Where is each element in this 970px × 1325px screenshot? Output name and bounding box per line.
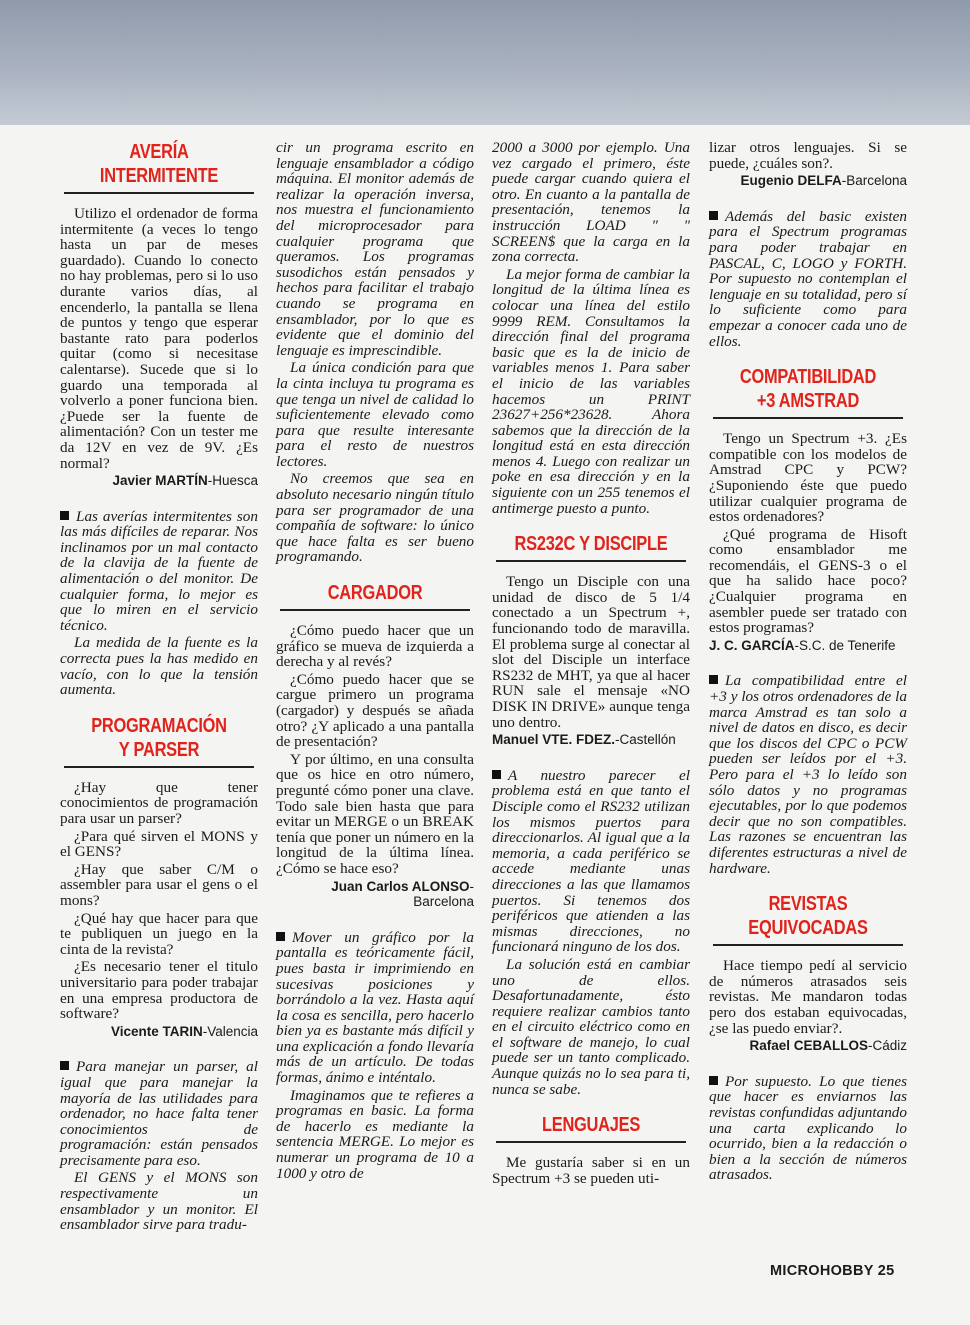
signature (492, 732, 690, 748)
letter-text: ¿Hay que saber C/M o assembler para usar el gens o el mons? (60, 860, 258, 909)
letter-text: ¿Para qué sirven el MONS y el GENS? (60, 827, 258, 861)
signature-name: Rafael CEBALLOS (749, 1038, 868, 1054)
answer-text: La solución está en cambiar uno de ellos. Desafortunadamente, ésto requiere realizar cambios tanto en el circuito eléctrico como en el software de manejo, lo cual puede ser un tanto complicado. Aunque quizás no lo sea para ti, nunca se sabe. (492, 955, 690, 1098)
answer-text: Para manejar un parser, al igual que para manejar la mayoría de las utilidades para ordenador, no hace falta tener conocimientos de programación: están pensados precisamente para eso. (60, 1058, 258, 1169)
heading-line: Y PARSER (118, 738, 200, 761)
heading-compatibilidad (709, 365, 907, 419)
signature-place: -Valencia (202, 1023, 258, 1039)
answer-continued (492, 140, 690, 516)
signature (276, 879, 474, 910)
signature-place: -Barcelona (413, 878, 474, 910)
signature-place: -Huesca (207, 473, 258, 489)
signature (709, 638, 907, 654)
answer-bullet-icon (60, 511, 69, 520)
signature-place: -Cádiz (867, 1038, 907, 1054)
heading-averia (60, 140, 258, 194)
heading-lenguajes (492, 1113, 690, 1143)
answer (709, 1074, 907, 1183)
heading-rs232c (492, 532, 690, 562)
signature-name: Javier MARTÍN (112, 473, 208, 489)
answer-text: La medida de la fuente es la correcta pues la has medido en vacío, con lo que la tensión aumenta. (60, 634, 258, 699)
heading-rule (713, 417, 903, 419)
letter-text: Me gustaría saber si en un Spectrum +3 se pueden uti- (492, 1154, 690, 1187)
answer-text: El GENS y el MONS son respectivamente un ensamblador y un monitor. El ensamblador sirve para tradu- (60, 1169, 258, 1234)
heading-revistas (709, 892, 907, 946)
letter-text: Utilizo el ordenador de forma intermitente (a veces lo tengo hasta un par de meses guardado). Cuando lo conecto no hay problemas, pero si lo uso durante varios días, al encenderlo, la pantalla se llena de puntos y tengo que esperar bastante rato para poderlos quitar (como si necesitase calentarse). Sucede que si lo guardo una temporada al volverlo a poner funciona bien. ¿Puede ser la fuente de alimentación? Con un tester me da 12V en vez de 9V. ¿Es normal? (60, 205, 258, 472)
signature (60, 1024, 258, 1040)
letter-text: lizar otros lenguajes. Si se puede, ¿cuáles son?. (709, 139, 907, 172)
answer (709, 673, 907, 876)
heading-rule (280, 609, 470, 611)
answer-text: Imaginamos que te refieres a programas en basic. La forma de hacerlo es mediante la sentencia MERGE. Lo mejor es numerar un programa de 10 a 1000 y otro de (276, 1086, 474, 1182)
heading-line: EQUIVOCADAS (748, 917, 868, 940)
heading-line: PROGRAMACIÓN (91, 714, 227, 737)
column-4 (709, 140, 907, 1185)
answer-text: La única condición para que la cinta incluya tu programa es que tenga un nivel de calidad lo suficientemente elevado como para que resulte interesante para el resto de nuestros lectores. (276, 359, 474, 470)
signature-place: -Castellón (615, 732, 676, 748)
letter-text: ¿Cómo puedo hacer que se cargue primero un programa (cargador) y después se añada otro? ¿Y aplicado a una pantalla de presentación? (276, 670, 474, 751)
heading-line: RS232C Y DISCIPLE (514, 533, 668, 556)
signature-place: -S.C. de Tenerife (794, 637, 896, 653)
page-footer: MICROHOBBY 25 (770, 1263, 895, 1279)
answer-text: No creemos que sea en absoluto necesario ningún título para ser programador de una compañía de software: lo único que hace falta es ser bueno programando. (276, 470, 474, 566)
column-1 (60, 140, 258, 1235)
signature (60, 473, 258, 489)
answer-bullet-icon (492, 770, 501, 779)
heading-line: CARGADOR (327, 582, 423, 605)
signature-name: Manuel VTE. FDEZ. (492, 732, 616, 748)
heading-rule (713, 944, 903, 946)
signature (709, 1038, 907, 1054)
answer (60, 1059, 258, 1233)
answer-text: Además del basic existen para el Spectrum programas para poder trabajar en PASCAL, C, LOGO y FORTH. Por supuesto no contemplan el lenguaje en su totalidad, pero sí lo suficiente como para empezar a conocer cada uno de ellos. (709, 207, 907, 350)
signature-name: Eugenio DELFA (740, 173, 842, 189)
top-banner (0, 0, 970, 125)
heading-line: REVISTAS (768, 893, 848, 916)
letter-text: Tengo un Disciple con una unidad de disco de 5 1/4 conectado a un Spectrum +, funcionando todo de maravilla. El problema surge al conectar al slot del Disciple un interface RS232 de MHT, ya que al hacer RUN sale el mensaje «NO DISK IN DRIVE» aunque tenga uno dentro. (492, 573, 690, 731)
heading-cargador (276, 581, 474, 611)
letter-text: ¿Qué hay que hacer para que te publiquen un juego en la cinta de la revista? (60, 909, 258, 958)
signature-name: Vicente TARIN (110, 1023, 203, 1039)
letter-text: ¿Hay que tener conocimientos de programación para usar un parser? (60, 778, 258, 827)
heading-line: INTERMITENTE (99, 165, 219, 187)
answer-bullet-icon (276, 932, 285, 941)
answer-bullet-icon (709, 1076, 718, 1085)
column-3 (492, 140, 690, 1188)
heading-rule (496, 560, 686, 562)
letter-text: ¿Cómo puedo hacer que un gráfico se mueva de izquierda a derecha y al revés? (276, 622, 474, 671)
heading-line: LENGUAJES (541, 1114, 641, 1137)
answer-text: A nuestro parecer el problema está en que tanto el Disciple como el RS232 utilizan los mismos puertos para direccionarlos. Al igual que a la memoria, a cada periférico se accede mediante unas direcciones a las que llamamos puertos. Si tenemos dos periféricos que atienden a las mismas direcciones, no funcionará ninguno de los dos. (492, 766, 690, 956)
heading-rule (496, 1141, 686, 1143)
heading-line: +3 AMSTRAD (756, 390, 860, 413)
answer-text: Las averías intermitentes son las más difíciles de reparar. Nos inclinamos por un mal contacto de la clavija de la fuente de alimentación o del monitor. De cualquier forma, lo mejor es que lo miren en el servicio técnico. (60, 507, 258, 634)
heading-rule (64, 766, 254, 768)
letter-text: Tengo un Spectrum +3. ¿Es compatible con los modelos de Amstrad CPC y PCW? ¿Suponiendo éste que puedo utilizar cualquier programa de estos ordenadores? (709, 430, 907, 526)
answer (709, 209, 907, 349)
answer-bullet-icon (709, 211, 718, 220)
letter-text: Y por último, en una consulta que os hice en otro número, pregunté cómo poner una clave. Todo sale bien hasta que para evitar un MERGE o un BREAK tenía que poner un número en la longitud de la última línea. ¿Cómo se hace eso? (276, 750, 474, 877)
answer-bullet-icon (709, 675, 718, 684)
answer-text: Mover un gráfico por la pantalla es teóricamente fácil, pues basta ir imprimiendo en sucesivas posiciones y borrándolo a la vez. Hasta aquí la cosa es sencilla, pero hacerlo bien ya es bastante más difícil y una explicación a fondo llevaría más de un artículo. De todas formas, ánimo e inténtalo. (276, 928, 474, 1087)
signature-name: Juan Carlos ALONSO (331, 878, 470, 894)
answer-text: La mejor forma de cambiar la longitud de la última línea es colocar una línea del estilo 9999 REM. Consultamos la dirección final del programa basic que es la de inicio de variables menos 1. Para saber el inicio de las variables hacemos un PRINT 23627+256*23628. Ahora sabemos que la dirección de la longitud está en esta dirección menos 4. Luego con realizar un poke en esa dirección y en la siguiente con un 255 tenemos el antimerge puesto a punto. (492, 265, 690, 517)
heading-line: COMPATIBILIDAD (739, 366, 877, 389)
signature-place: -Barcelona (841, 173, 907, 189)
column-2 (276, 140, 474, 1183)
answer-bullet-icon (60, 1061, 69, 1070)
answer-text: 2000 a 3000 por ejemplo. Una vez cargado el primero, éste puede cargar cuando quiera el otro. En cuanto a la pantalla de presentación, tenemos la instrucción LOAD " " SCREEN$ que la carga en la zona correcta. (492, 139, 690, 266)
signature-name: J. C. GARCÍA (709, 637, 795, 653)
signature (709, 173, 907, 189)
letter-text: Hace tiempo pedí al servicio de números atrasados seis revistas. Me mandaron todas pero dos estaban equivocadas, ¿se las puedo enviar?. (709, 957, 907, 1037)
answer (60, 509, 258, 698)
heading-programacion (60, 714, 258, 768)
answer-text: cir un programa escrito en lenguaje ensamblador a código máquina. El monitor además de realizar la operación inversa, nos muestra el funcionamiento del microprocesador para cualquier programa que queramos. Los programas susodichos están pensados y hechos para facilitar el trabajo cuando se programa en ensamblador, por lo que es evidente que el dominio del lenguaje es imprescindible. (276, 139, 474, 359)
answer (492, 768, 690, 1097)
answer-text: Por supuesto. Lo que tienes que hacer es enviarnos las revistas confundidas adjuntando una carta explicando lo ocurrido, bien a la redacción o bien a la sección de números atrasados. (709, 1072, 907, 1184)
heading-line: AVERÍA (129, 141, 189, 163)
letter-text: ¿Qué programa de Hisoft como ensamblador me recomendáis, el GENS-3 o el que ha salido hace poco? ¿Cualquier programa en asembler puede ser tratado con estos programas? (709, 525, 907, 637)
answer (276, 930, 474, 1182)
letter-text: ¿Es necesario tener el titulo universitario para poder trabajar en una empresa productora de software? (60, 958, 258, 1023)
answer-continued (276, 140, 474, 565)
heading-rule (64, 192, 254, 194)
answer-text: La compatibilidad entre el +3 y los otros ordenadores de la marca Amstrad es tan solo a nivel de datos en disco, es decir que los discos del CPC o PCW pueden ser leídos por el +3. Pero para el +3 lo leído son sólo datos y no programas ejecutables, por lo que podemos decir que no son compatibles. Las razones se encuentran las diferentes estructuras a nivel de hardware. (709, 672, 907, 877)
